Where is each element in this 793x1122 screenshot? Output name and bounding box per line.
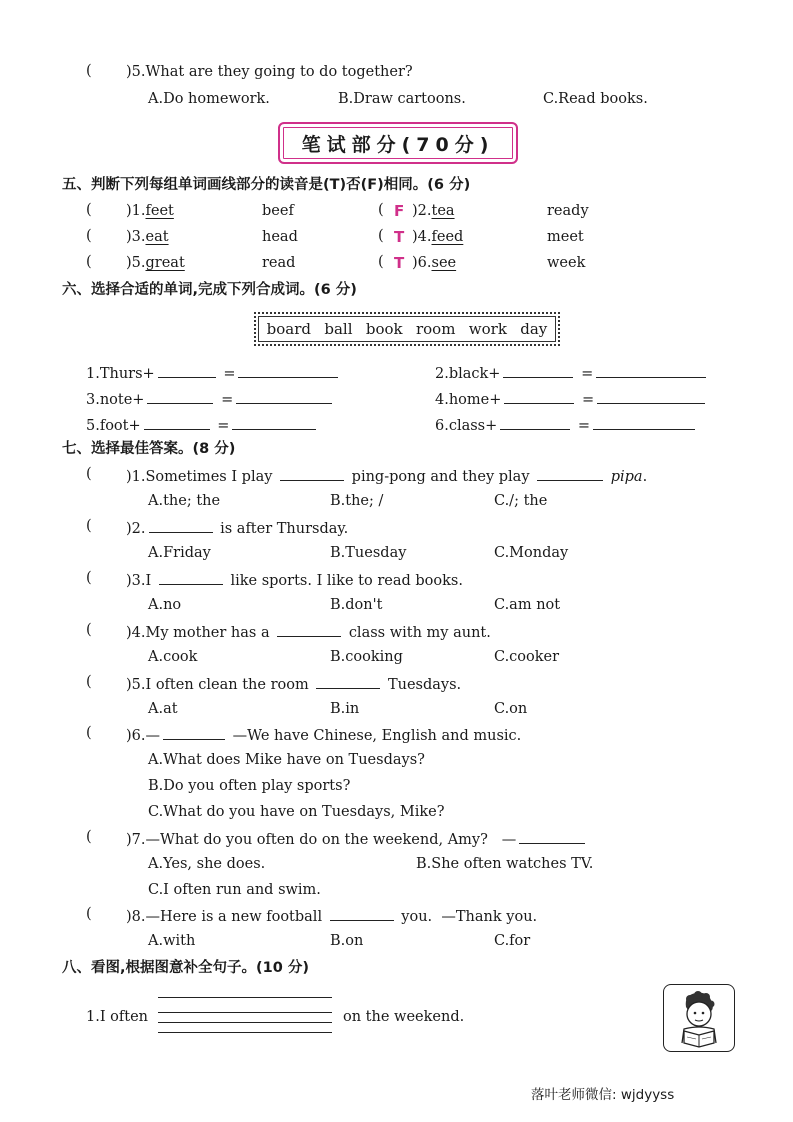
question-text: )6.— —We have Chinese, English and music. — [126, 725, 521, 745]
question-text: )8.—Here is a new football you. —Thank you. — [126, 906, 537, 926]
option-c: C./; the — [494, 493, 548, 509]
word: feet — [145, 203, 174, 219]
handwritten-answer: T — [394, 254, 405, 272]
question-text: )2. is after Thursday. — [126, 518, 348, 538]
compound-item-4: 4.home+ = — [435, 389, 708, 409]
answer-paren[interactable]: ( — [86, 829, 92, 845]
answer-paren[interactable]: ( — [86, 622, 92, 638]
answer-blank[interactable] — [330, 906, 394, 921]
answer-paren[interactable]: ( — [378, 202, 384, 218]
answer-paren[interactable]: ( — [378, 254, 384, 270]
word: ready — [547, 203, 589, 219]
option-b: B.Do you often play sports? — [148, 778, 351, 794]
answer-blank[interactable] — [537, 466, 603, 481]
compound-item-2: 2.black+ = — [435, 363, 709, 383]
section7-heading: 七、选择最佳答案。(8 分) — [62, 441, 236, 457]
word-bank-item: room — [415, 320, 456, 338]
option-b: B.cooking — [330, 649, 403, 665]
sentence-start: 1.I often — [86, 1009, 149, 1025]
answer-paren[interactable]: ( — [86, 63, 92, 79]
option-b: B.Draw cartoons. — [338, 91, 466, 107]
option-b: B.She often watches TV. — [416, 856, 594, 872]
reading-boy-picture — [663, 984, 735, 1052]
option-c: C.Read books. — [543, 91, 648, 107]
answer-blank[interactable] — [597, 389, 705, 404]
word: see — [431, 255, 457, 271]
handwritten-answer: F — [394, 202, 405, 220]
answer-blank[interactable] — [163, 725, 225, 740]
word-bank-item: book — [365, 320, 403, 338]
item-number: )2. — [412, 203, 432, 219]
answer-paren[interactable]: ( — [86, 570, 92, 586]
question-text: )5.I often clean the room Tuesdays. — [126, 674, 461, 694]
word-bank-item: board — [266, 320, 312, 338]
word-bank-item: day — [520, 320, 548, 338]
item-number: )4. — [412, 229, 432, 245]
answer-paren[interactable]: ( — [86, 202, 92, 218]
option-a: A.Yes, she does. — [148, 856, 266, 872]
option-a: A.at — [148, 701, 178, 717]
word: week — [547, 255, 586, 271]
answer-blank[interactable] — [144, 415, 210, 430]
question-text: )7.—What do you often do on the weekend, Amy? — — [126, 829, 588, 849]
answer-blank[interactable] — [596, 363, 706, 378]
option-c: C.on — [494, 701, 528, 717]
option-b: B.don't — [330, 597, 383, 613]
item-number: )3. — [126, 229, 146, 245]
question-text: )5.What are they going to do together? — [126, 64, 413, 80]
compound-item-1: 1.Thurs+ = — [86, 363, 341, 383]
answer-blank[interactable] — [280, 466, 344, 481]
answer-blank[interactable] — [147, 389, 213, 404]
word: head — [262, 229, 298, 245]
word-bank-item: work — [468, 320, 507, 338]
answer-paren[interactable]: ( — [86, 906, 92, 922]
answer-blank[interactable] — [316, 674, 380, 689]
item-number: )5. — [126, 255, 146, 271]
answer-paren[interactable]: ( — [86, 725, 92, 741]
option-c: C.What do you have on Tuesdays, Mike? — [148, 804, 445, 820]
answer-paren[interactable]: ( — [86, 518, 92, 534]
option-c: C.cooker — [494, 649, 560, 665]
option-a: A.no — [148, 597, 182, 613]
compound-item-3: 3.note+ = — [86, 389, 335, 409]
word: great — [145, 255, 185, 271]
boy-reading-icon — [664, 985, 734, 1051]
option-b: B.in — [330, 701, 360, 717]
written-part-banner: 笔试部分(70分) — [278, 122, 518, 164]
answer-blank[interactable] — [593, 415, 695, 430]
writing-line[interactable] — [158, 1012, 332, 1013]
option-b: B.the; / — [330, 493, 384, 509]
item-number: )1. — [126, 203, 146, 219]
handwritten-answer: T — [394, 228, 405, 246]
option-b: B.on — [330, 933, 364, 949]
word: tea — [431, 203, 455, 219]
section8-heading: 八、看图,根据图意补全句子。(10 分) — [62, 960, 309, 976]
word-bank-item: ball — [324, 320, 353, 338]
answer-blank[interactable] — [232, 415, 316, 430]
option-a: A.with — [148, 933, 196, 949]
answer-blank[interactable] — [519, 829, 585, 844]
section6-heading: 六、选择合适的单词,完成下列合成词。(6 分) — [62, 282, 357, 298]
answer-blank[interactable] — [503, 363, 573, 378]
answer-blank[interactable] — [158, 363, 216, 378]
compound-item-6: 6.class+ = — [435, 415, 698, 435]
section5-heading: 五、判断下列每组单词画线部分的读音是(T)否(F)相同。(6 分) — [62, 177, 471, 193]
question-text: )3.I like sports. I like to read books. — [126, 570, 463, 590]
word-bank — [254, 312, 560, 346]
answer-blank[interactable] — [504, 389, 574, 404]
answer-blank[interactable] — [236, 389, 332, 404]
answer-blank[interactable] — [159, 570, 223, 585]
word: meet — [547, 229, 584, 245]
option-a: A.the; the — [148, 493, 221, 509]
option-a: A.Do homework. — [148, 91, 270, 107]
option-b: B.Tuesday — [330, 545, 407, 561]
answer-blank[interactable] — [238, 363, 338, 378]
compound-item-5: 5.foot+ = — [86, 415, 319, 435]
word: beef — [262, 203, 294, 219]
sentence-end: on the weekend. — [343, 1009, 465, 1025]
option-a: A.What does Mike have on Tuesdays? — [148, 752, 425, 768]
answer-paren[interactable]: ( — [378, 228, 384, 244]
option-a: A.cook — [148, 649, 198, 665]
item-number: )6. — [412, 255, 432, 271]
answer-paren[interactable]: ( — [86, 254, 92, 270]
answer-paren[interactable]: ( — [86, 466, 92, 482]
option-a: A.Friday — [148, 545, 211, 561]
answer-blank[interactable] — [500, 415, 570, 430]
question-text: )4.My mother has a class with my aunt. — [126, 622, 491, 642]
word: eat — [145, 229, 169, 245]
answer-paren[interactable]: ( — [86, 674, 92, 690]
answer-blank[interactable] — [277, 622, 341, 637]
answer-paren[interactable]: ( — [86, 228, 92, 244]
question-text: )1.Sometimes I play ping-pong and they play pipa. — [126, 466, 647, 486]
option-c: C.am not — [494, 597, 561, 613]
option-c: C.I often run and swim. — [148, 882, 321, 898]
answer-blank[interactable] — [149, 518, 213, 533]
option-c: C.Monday — [494, 545, 569, 561]
writing-line[interactable] — [158, 997, 332, 998]
footer-contact: 落叶老师微信: wjdyyss — [531, 1087, 675, 1103]
word: feed — [431, 229, 464, 245]
writing-line[interactable] — [158, 1032, 332, 1033]
word: read — [262, 255, 296, 271]
writing-line[interactable] — [158, 1022, 332, 1023]
option-c: C.for — [494, 933, 531, 949]
